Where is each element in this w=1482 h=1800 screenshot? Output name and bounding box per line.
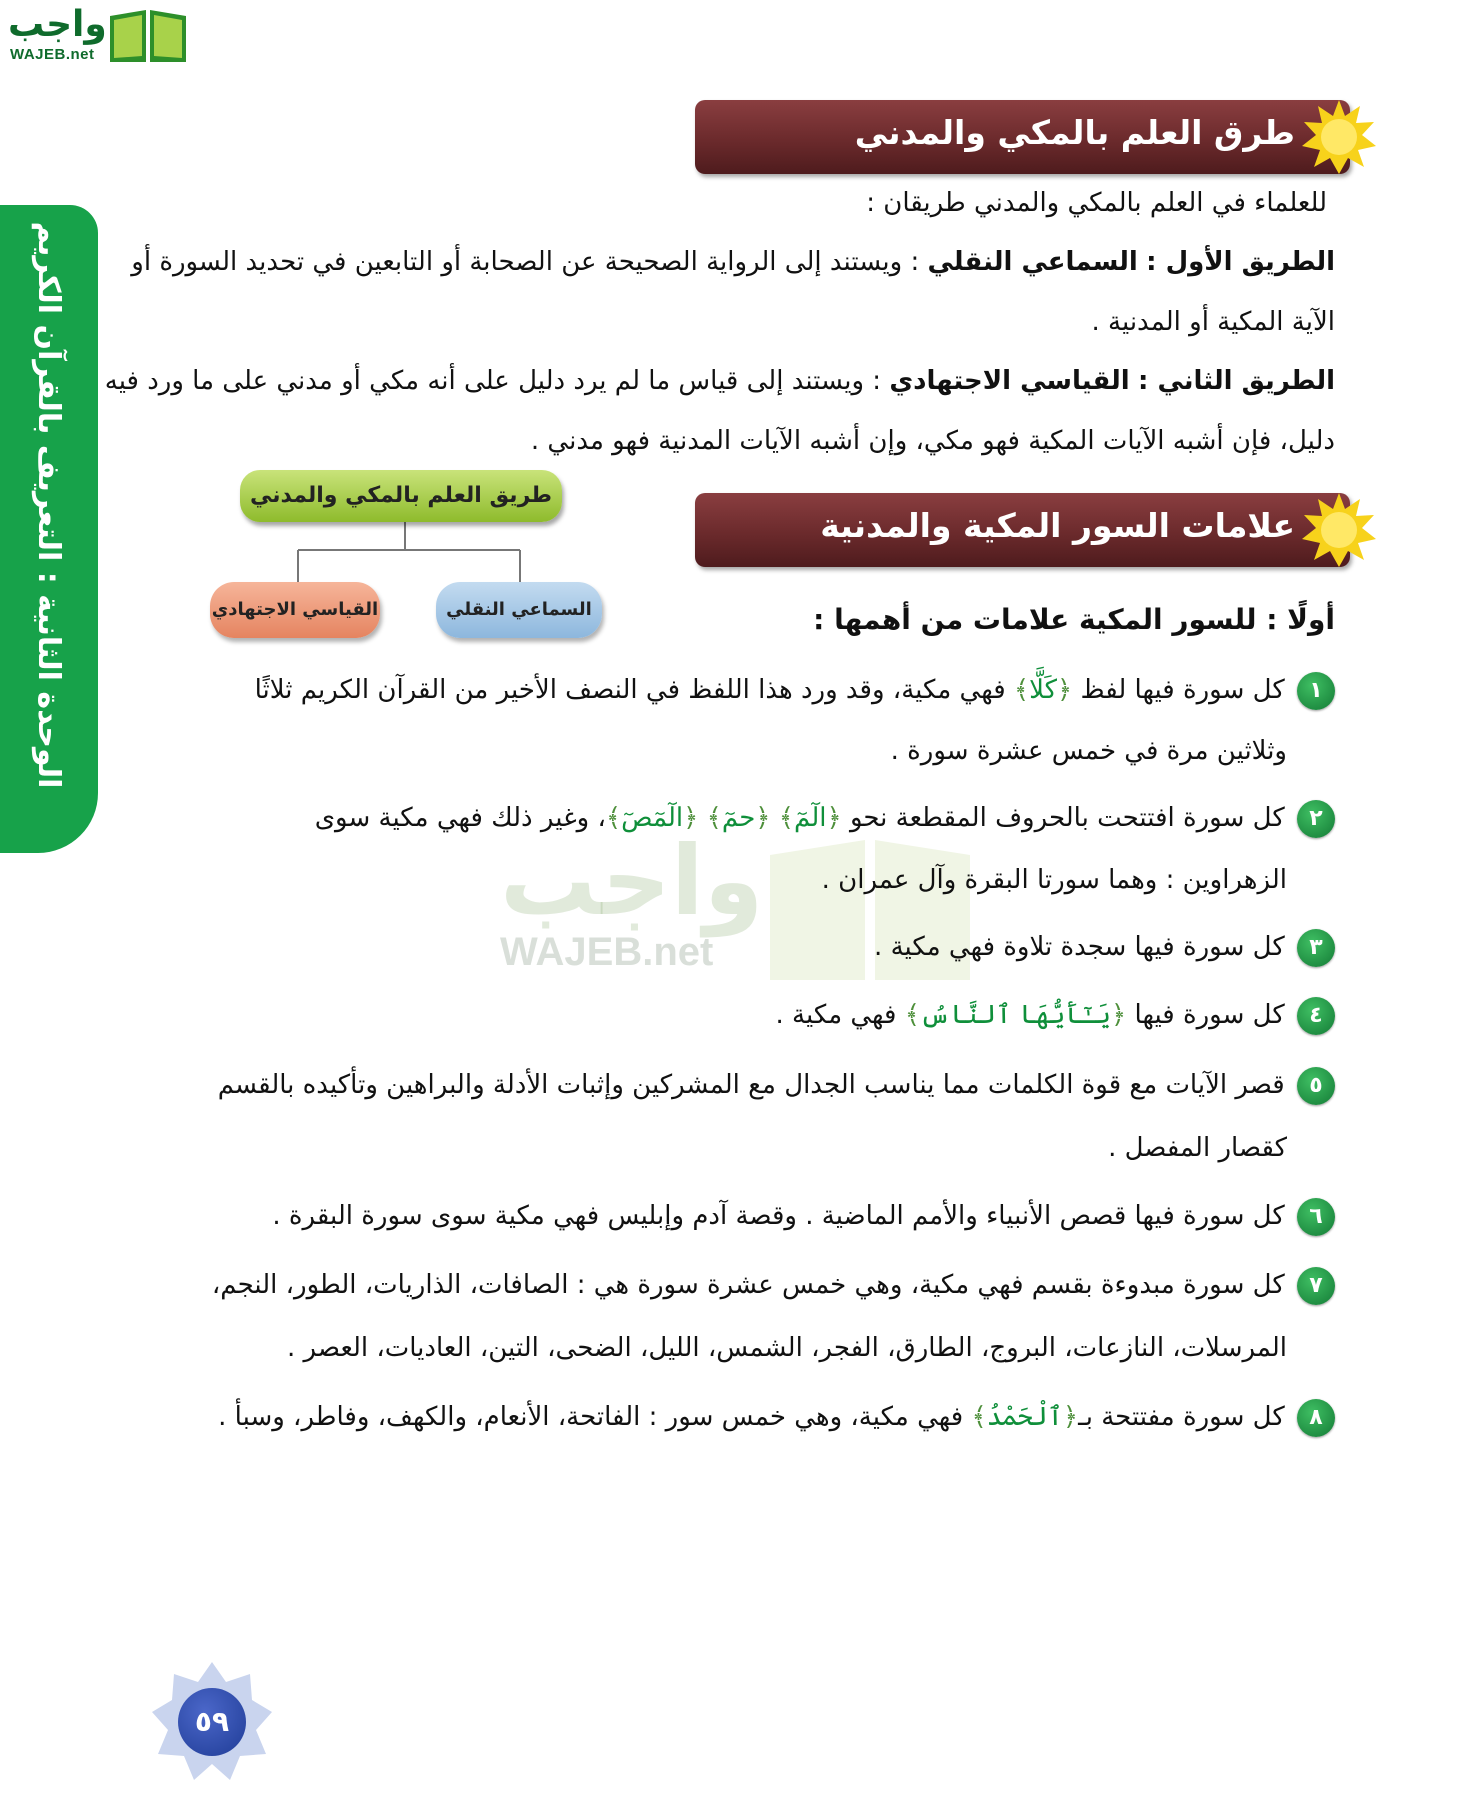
logo-arabic-text: واجب <box>8 4 107 45</box>
quran-word: الٓمٓ <box>794 803 827 833</box>
way1-text: : ويستند إلى الرواية الصحيحة عن الصحابة أو التابعين في تحديد السورة أو <box>131 247 920 277</box>
diagram-connector <box>290 520 530 586</box>
item-text: فهي مكية، وهي خمس سور : الفاتحة، الأنعام، والكهف، وفاطر، وسبأ . <box>218 1402 964 1432</box>
list-item <box>255 661 1335 719</box>
quran-word: الٓمٓصٓ <box>621 803 684 833</box>
ornament-open: ﴿ <box>826 803 842 833</box>
ornament-close: ﴾ <box>904 1000 920 1030</box>
list-item <box>776 986 1335 1044</box>
list-item-continuation: وثلاثين مرة في خمس عشرة سورة . <box>890 736 1287 766</box>
item-text: كل سورة فيها <box>1134 1000 1285 1030</box>
ornament-open: ﴿ <box>1111 1000 1127 1030</box>
watermark-arabic: واجب <box>500 825 764 937</box>
list-item <box>874 918 1335 976</box>
unit-side-tab-label: الوحدة الثانية : التعريف بالقرآن الكريم <box>31 221 66 789</box>
ornament-close: ﴾ <box>605 803 622 833</box>
item-number-badge: ١ <box>1297 672 1335 710</box>
quran-word: ٱلْحَمْدُ <box>986 1402 1063 1432</box>
item-number-badge: ٥ <box>1297 1067 1335 1105</box>
way2-line2: دليل، فإن أشبه الآيات المكية فهو مكي، وإن أشبه الآيات المدنية فهو مدني . <box>530 426 1335 456</box>
item-text: فهي مكية . <box>775 1000 897 1030</box>
ornament-open: ﴿ <box>683 803 699 833</box>
item-text: كل سورة فيها سجدة تلاوة فهي مكية . <box>874 932 1285 962</box>
section-title: طرق العلم بالمكي والمدني <box>854 113 1295 152</box>
ornament-open: ﴿ <box>1062 1402 1079 1432</box>
diagram-node-naqli: السماعي النقلي <box>436 582 602 638</box>
item-text: ، وغير ذلك فهي مكية سوى <box>314 803 606 833</box>
ornament-close: ﴾ <box>1013 675 1030 705</box>
ornament-open: ﴿ <box>1057 675 1073 705</box>
ornament-open: ﴿ <box>755 803 771 833</box>
way2-text: : ويستند إلى قياس ما لم يرد دليل على أنه مكي أو مدني على ما ورد فيه <box>104 366 882 396</box>
way1-name: السماعي النقلي <box>927 247 1138 277</box>
quran-word: كَلَّا <box>1029 675 1058 705</box>
way2-line1 <box>105 352 1335 410</box>
item-text: كل سورة مفتتحة بـ <box>1078 1402 1285 1432</box>
item-number-badge: ٤ <box>1297 997 1335 1035</box>
item-text: كل سورة فيها قصص الأنبياء والأمم الماضية . وقصة آدم وإبليس فهي مكية سوى سورة البقرة . <box>272 1201 1285 1231</box>
site-logo[interactable] <box>0 0 200 70</box>
section-subtitle: أولًا : للسور المكية علامات من أهمها : <box>813 603 1335 636</box>
sun-icon <box>1300 491 1378 569</box>
section-intro: للعلماء في العلم بالمكي والمدني طريقان : <box>866 188 1327 218</box>
item-number-badge: ٣ <box>1297 929 1335 967</box>
item-text: كل سورة فيها لفظ <box>1080 675 1285 705</box>
list-item <box>212 1256 1335 1314</box>
item-number-badge: ٨ <box>1297 1399 1335 1437</box>
item-number-badge: ٦ <box>1297 1198 1335 1236</box>
list-item <box>315 789 1335 847</box>
watermark-english: WAJEB.net <box>500 930 714 974</box>
list-item <box>272 1187 1335 1245</box>
list-item-continuation: المرسلات، النازعات، البروج، الطارق، الفجر، الشمس، الليل، الضحى، التين، العاديات، العصر . <box>287 1333 1287 1363</box>
sun-icon <box>1300 98 1378 176</box>
ornament-close: ﴾ <box>778 803 795 833</box>
ornament-close: ﴾ <box>706 803 722 833</box>
list-item-continuation: الزهراوين : وهما سورتا البقرة وآل عمران . <box>821 865 1287 895</box>
item-text: كل سورة مبدوءة بقسم فهي مكية، وهي خمس عشرة سورة هي : الصافات، الذاريات، الطور، النجم، <box>211 1270 1285 1300</box>
item-text: فهي مكية، وقد ورد هذا اللفظ في النصف الأخير من القرآن الكريم ثلاثًا <box>254 675 1006 705</box>
list-item-continuation: كقصار المفصل . <box>1108 1133 1287 1163</box>
item-number-badge: ٧ <box>1297 1267 1335 1305</box>
page-number: ٥٩ <box>178 1688 246 1756</box>
way1-line1 <box>131 233 1335 291</box>
item-number-badge: ٢ <box>1297 800 1335 838</box>
way2-label: الطريق الثاني : <box>1138 366 1335 396</box>
quran-word: حمٓ <box>721 803 756 833</box>
quran-word: يَـٰٓأَيُّهَا ٱلنَّاسُ <box>919 1000 1112 1030</box>
diagram-node-ijtihadi: القياسي الاجتهادي <box>210 582 380 638</box>
book-icon <box>106 6 190 66</box>
list-item <box>218 1056 1335 1114</box>
list-item <box>218 1388 1335 1446</box>
logo-english-text: WAJEB.net <box>10 46 95 63</box>
item-text: قصر الآيات مع قوة الكلمات مما يناسب الجدال مع المشركين وإثبات الأدلة والبراهين وتأكيده بالقسم <box>217 1070 1285 1100</box>
way1-line2: الآية المكية أو المدنية . <box>1091 307 1335 337</box>
item-text: كل سورة افتتحت بالحروف المقطعة نحو <box>849 803 1285 833</box>
way1-label: الطريق الأول : <box>1146 247 1335 277</box>
section-title: علامات السور المكية والمدنية <box>820 506 1295 545</box>
ornament-close: ﴾ <box>971 1402 987 1432</box>
way2-name: القياسي الاجتهادي <box>889 366 1130 396</box>
diagram-root-node: طريق العلم بالمكي والمدني <box>240 470 562 522</box>
